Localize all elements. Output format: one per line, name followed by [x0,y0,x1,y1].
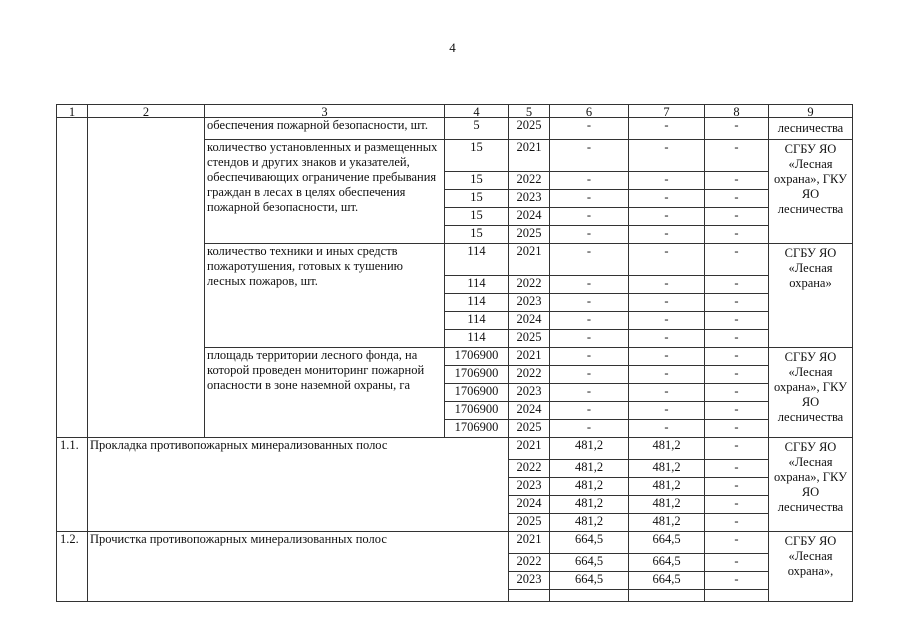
col8-cell: - [705,478,769,496]
indicator-value: 15 [445,208,509,226]
year-cell: 2024 [509,496,550,514]
col6-cell: - [550,208,629,226]
col6-cell: 481,2 [550,514,629,532]
year-cell: 2021 [509,140,550,172]
indicator-value: 114 [445,244,509,276]
year-cell: 2025 [509,420,550,438]
col6-cell: - [550,384,629,402]
col8-cell: - [705,460,769,478]
year-cell: 2023 [509,478,550,496]
col6-cell: 481,2 [550,496,629,514]
year-cell: 2024 [509,208,550,226]
col8-cell: - [705,140,769,172]
year-cell: 2024 [509,402,550,420]
col6-cell: - [550,276,629,294]
executor-cell: СГБУ ЯО «Лесная охрана», [769,532,853,602]
col8-cell: - [705,496,769,514]
col8-cell: - [705,402,769,420]
header-cell: 3 [205,105,445,118]
indicator-description: количество установленных и размещенных стендов и других знаков и указателей, обеспечивающих ограничение пребывания граждан в лесах в целях обеспечения пожарной безопасности, шт. [205,140,445,244]
header-cell: 5 [509,105,550,118]
col8-cell [705,590,769,602]
col6-cell: - [550,244,629,276]
col7-cell: 481,2 [629,478,705,496]
col7-cell: - [629,366,705,384]
task-name: Прочистка противопожарных минерализованных полос [88,532,509,602]
header-cell: 6 [550,105,629,118]
col7-cell: - [629,330,705,348]
indicator-value: 1706900 [445,384,509,402]
data-table [56,104,853,602]
col1-empty [57,118,88,438]
indicator-description: обеспечения пожарной безопасности, шт. [205,118,445,140]
year-cell: 2021 [509,532,550,554]
col6-cell: - [550,172,629,190]
col6-cell: 481,2 [550,438,629,460]
col6-cell: - [550,402,629,420]
col8-cell: - [705,172,769,190]
col8-cell: - [705,294,769,312]
col6-cell: 664,5 [550,554,629,572]
col7-cell: - [629,140,705,172]
col6-cell: 481,2 [550,478,629,496]
col7-cell: 481,2 [629,496,705,514]
year-cell: 2021 [509,348,550,366]
col8-cell: - [705,330,769,348]
col8-cell: - [705,244,769,276]
indicator-value: 114 [445,276,509,294]
col6-cell: 664,5 [550,572,629,590]
header-cell: 7 [629,105,705,118]
col6-cell: - [550,330,629,348]
indicator-value: 114 [445,330,509,348]
task-name: Прокладка противопожарных минерализованных полос [88,438,509,532]
year-cell: 2022 [509,460,550,478]
col7-cell: - [629,118,705,140]
year-cell: 2021 [509,244,550,276]
year-cell: 2025 [509,118,550,140]
col6-cell: - [550,420,629,438]
col6-cell: - [550,294,629,312]
year-cell: 2021 [509,438,550,460]
col6-cell: - [550,366,629,384]
col8-cell: - [705,420,769,438]
col8-cell: - [705,384,769,402]
col7-cell: - [629,294,705,312]
header-cell: 9 [769,105,853,118]
page-number: 4 [449,40,456,55]
indicator-value: 15 [445,140,509,172]
col8-cell: - [705,554,769,572]
header-cell: 8 [705,105,769,118]
col8-cell: - [705,312,769,330]
year-cell: 2025 [509,514,550,532]
col8-cell: - [705,572,769,590]
indicator-description: количество техники и иных средств пожаротушения, готовых к тушению лесных пожаров, шт. [205,244,445,348]
col8-cell: - [705,190,769,208]
year-cell: 2022 [509,276,550,294]
indicator-value: 1706900 [445,366,509,384]
year-cell: 2022 [509,554,550,572]
col7-cell: - [629,190,705,208]
year-cell: 2023 [509,384,550,402]
executor-cell: лесничества [769,118,853,140]
col7-cell: 664,5 [629,554,705,572]
task-number: 1.2. [57,532,88,602]
col7-cell: - [629,384,705,402]
col6-cell: - [550,312,629,330]
col7-cell [629,590,705,602]
year-cell: 2022 [509,366,550,384]
col7-cell: - [629,402,705,420]
col2-empty [88,118,205,438]
col8-cell: - [705,118,769,140]
year-cell: 2023 [509,572,550,590]
executor-cell: СГБУ ЯО «Лесная охрана», ГКУ ЯО лесничества [769,438,853,532]
indicator-value: 5 [445,118,509,140]
indicator-value: 1706900 [445,348,509,366]
col7-cell: 481,2 [629,460,705,478]
col7-cell: - [629,348,705,366]
col6-cell: - [550,140,629,172]
year-cell: 2023 [509,190,550,208]
executor-cell: СГБУ ЯО «Лесная охрана», ГКУ ЯО лесничества [769,140,853,244]
col8-cell: - [705,532,769,554]
col7-cell: 664,5 [629,532,705,554]
col8-cell: - [705,514,769,532]
col8-cell: - [705,276,769,294]
col6-cell: - [550,348,629,366]
header-cell: 4 [445,105,509,118]
year-cell: 2022 [509,172,550,190]
col6-cell [550,590,629,602]
year-cell: 2025 [509,226,550,244]
year-cell: 2023 [509,294,550,312]
indicator-value: 15 [445,226,509,244]
indicator-value: 114 [445,294,509,312]
indicator-description: площадь территории лесного фонда, на которой проведен мониторинг пожарной опасности в зоне наземной охраны, га [205,348,445,438]
col6-cell: - [550,226,629,244]
col6-cell: 481,2 [550,460,629,478]
col6-cell: 664,5 [550,532,629,554]
col7-cell: 664,5 [629,572,705,590]
col7-cell: - [629,420,705,438]
col6-cell: - [550,190,629,208]
task-number: 1.1. [57,438,88,532]
col7-cell: - [629,312,705,330]
col7-cell: - [629,208,705,226]
col7-cell: 481,2 [629,514,705,532]
col7-cell: - [629,172,705,190]
indicator-value: 15 [445,190,509,208]
indicator-value: 1706900 [445,420,509,438]
col7-cell: - [629,276,705,294]
col8-cell: - [705,226,769,244]
indicator-value: 15 [445,172,509,190]
col8-cell: - [705,366,769,384]
indicator-value: 114 [445,312,509,330]
col8-cell: - [705,208,769,226]
col6-cell: - [550,118,629,140]
col7-cell: 481,2 [629,438,705,460]
executor-cell: СГБУ ЯО «Лесная охрана» [769,244,853,348]
col8-cell: - [705,438,769,460]
year-cell: 2024 [509,312,550,330]
header-cell: 2 [88,105,205,118]
col7-cell: - [629,244,705,276]
header-cell: 1 [57,105,88,118]
year-cell [509,590,550,602]
col8-cell: - [705,348,769,366]
indicator-value: 1706900 [445,402,509,420]
year-cell: 2025 [509,330,550,348]
executor-cell: СГБУ ЯО «Лесная охрана», ГКУ ЯО лесничества [769,348,853,438]
col7-cell: - [629,226,705,244]
